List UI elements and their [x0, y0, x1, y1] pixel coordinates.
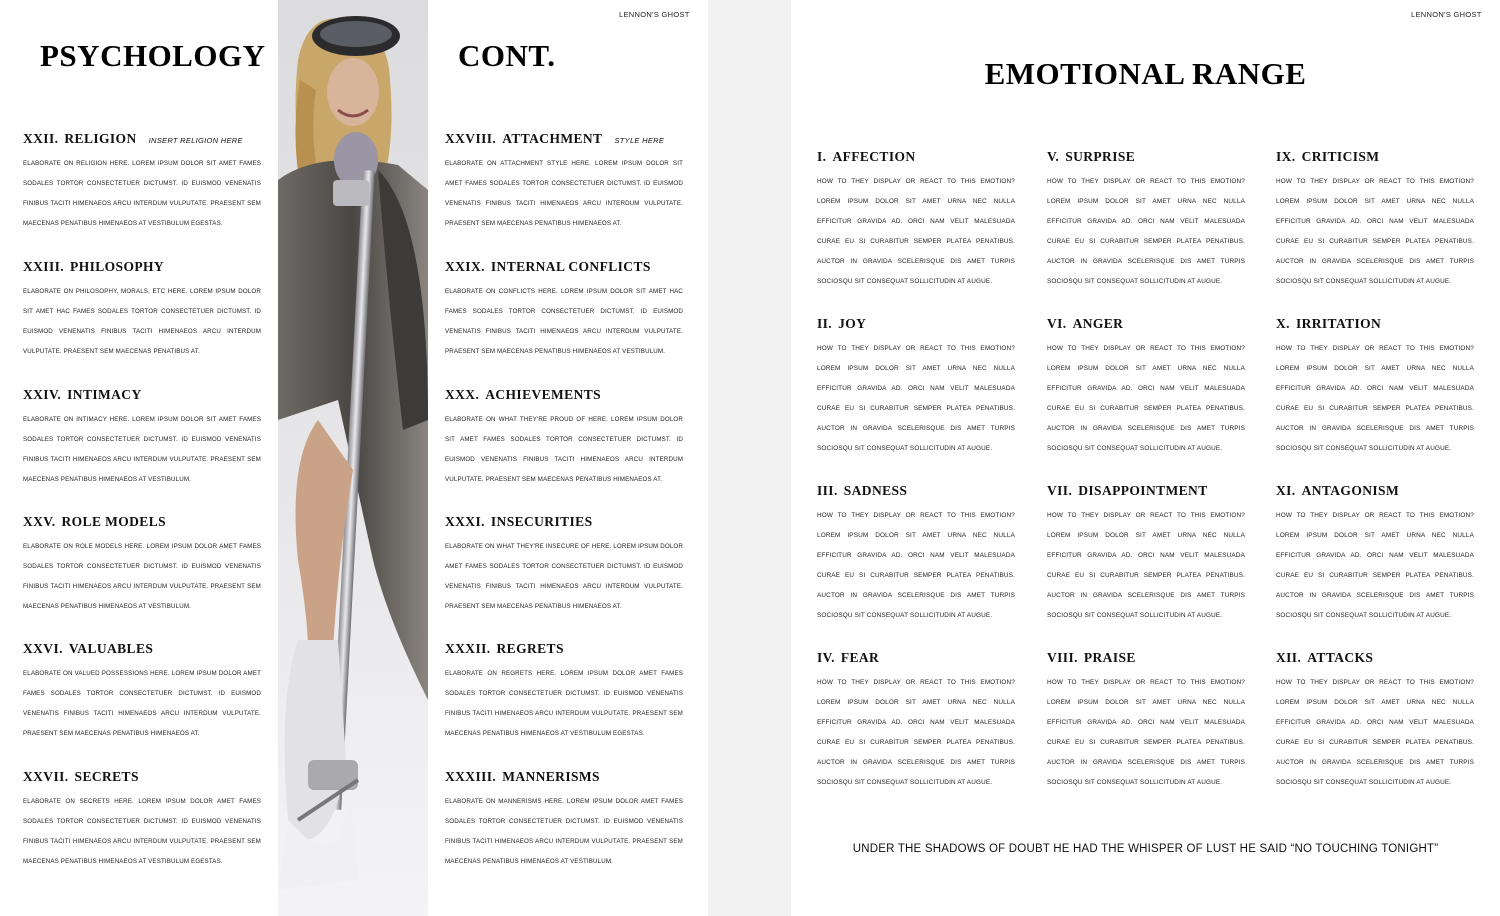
- brand-label-left: LENNON'S GHOST: [619, 10, 690, 19]
- emotion-heading: [1276, 148, 1474, 172]
- emotion-number: V.: [1047, 149, 1060, 164]
- emotion-number: III.: [817, 483, 838, 498]
- section-number: XXIV.: [23, 387, 62, 402]
- section-religion: [23, 130, 261, 234]
- emotion-heading: [817, 482, 1015, 506]
- section-title: SECRETS: [74, 769, 139, 784]
- section-mannerisms: [445, 768, 683, 872]
- emotion-number: VIII.: [1047, 650, 1078, 665]
- footer-quote: UNDER THE SHADOWS OF DOUBT HE HAD THE WHISPER OF LUST HE SAID “NO TOUCHING TONIGHT”: [852, 843, 1439, 855]
- emotion-title: DISAPPOINTMENT: [1078, 483, 1208, 498]
- emotion-criticism: [1276, 148, 1474, 291]
- section-heading: [445, 386, 683, 410]
- emotion-body: HOW TO THEY DISPLAY OR REACT TO THIS EMOTION? LOREM IPSUM DOLOR SIT AMET URNA NEC NULLA EFFICITUR GRAVIDA AD. ORCI NAM VELIT MALESUADA CURAE EU SI CURABITUR SEMPER PLATEA PENATIBUS. AUCTOR IN GRAVIDA SCELERISQUE DIS AMET TURPIS SOCIOSQU SIT CONSEQUAT SOLLICITUDIN AT AUGUE.: [817, 345, 1015, 452]
- section-role-models: [23, 513, 261, 617]
- emotion-body: HOW TO THEY DISPLAY OR REACT TO THIS EMOTION? LOREM IPSUM DOLOR SIT AMET URNA NEC NULLA EFFICITUR GRAVIDA AD. ORCI NAM VELIT MALESUADA CURAE EU SI CURABITUR SEMPER PLATEA PENATIBUS. AUCTOR IN GRAVIDA SCELERISQUE DIS AMET TURPIS SOCIOSQU SIT CONSEQUAT SOLLICITUDIN AT AUGUE.: [817, 679, 1015, 786]
- title-psychology: PSYCHOLOGY: [40, 38, 266, 73]
- fashion-photo: [278, 0, 428, 916]
- section-title: RELIGION: [64, 131, 137, 146]
- section-number: XXIII.: [23, 259, 65, 274]
- section-heading: [23, 130, 261, 154]
- emotion-body: HOW TO THEY DISPLAY OR REACT TO THIS EMOTION? LOREM IPSUM DOLOR SIT AMET URNA NEC NULLA EFFICITUR GRAVIDA AD. ORCI NAM VELIT MALESUADA CURAE EU SI CURABITUR SEMPER PLATEA PENATIBUS. AUCTOR IN GRAVIDA SCELERISQUE DIS AMET TURPIS SOCIOSQU SIT CONSEQUAT SOLLICITUDIN AT AUGUE.: [1276, 512, 1474, 619]
- section-number: XXXI.: [445, 514, 485, 529]
- section-title: MANNERISMS: [502, 769, 600, 784]
- emotion-title: AFFECTION: [832, 149, 916, 164]
- section-philosophy: [23, 258, 261, 362]
- section-title: VALUABLES: [68, 641, 154, 656]
- emotion-number: XI.: [1276, 483, 1296, 498]
- emotion-body: HOW TO THEY DISPLAY OR REACT TO THIS EMOTION? LOREM IPSUM DOLOR SIT AMET URNA NEC NULLA EFFICITUR GRAVIDA AD. ORCI NAM VELIT MALESUADA CURAE EU SI CURABITUR SEMPER PLATEA PENATIBUS. AUCTOR IN GRAVIDA SCELERISQUE DIS AMET TURPIS SOCIOSQU SIT CONSEQUAT SOLLICITUDIN AT AUGUE.: [817, 178, 1015, 285]
- emotion-number: VI.: [1047, 316, 1067, 331]
- brand-label-right: LENNON'S GHOST: [1411, 10, 1482, 19]
- emotion-body: HOW TO THEY DISPLAY OR REACT TO THIS EMOTION? LOREM IPSUM DOLOR SIT AMET URNA NEC NULLA EFFICITUR GRAVIDA AD. ORCI NAM VELIT MALESUADA CURAE EU SI CURABITUR SEMPER PLATEA PENATIBUS. AUCTOR IN GRAVIDA SCELERISQUE DIS AMET TURPIS SOCIOSQU SIT CONSEQUAT SOLLICITUDIN AT AUGUE.: [1047, 178, 1245, 285]
- emotion-number: IX.: [1276, 149, 1296, 164]
- emotion-title: ANGER: [1072, 316, 1124, 331]
- emotion-attacks: [1276, 649, 1474, 792]
- emotion-number: IV.: [817, 650, 835, 665]
- section-body: ELABORATE ON ATTACHMENT STYLE HERE. LOREM IPSUM DOLOR SIT AMET FAMES SODALES TORTOR CONSECTETUER DICTUMST. ID EUISMOD VENENATIS FINIBUS TACITI HIMENAEOS ARCU INTERDUM VULPUTATE. PRAESENT SEM MAECENAS PENATIBUS HIMENAEOS AT.: [445, 160, 683, 227]
- emotion-body: HOW TO THEY DISPLAY OR REACT TO THIS EMOTION? LOREM IPSUM DOLOR SIT AMET URNA NEC NULLA EFFICITUR GRAVIDA AD. ORCI NAM VELIT MALESUADA CURAE EU SI CURABITUR SEMPER PLATEA PENATIBUS. AUCTOR IN GRAVIDA SCELERISQUE DIS AMET TURPIS SOCIOSQU SIT CONSEQUAT SOLLICITUDIN AT AUGUE.: [1047, 512, 1245, 619]
- emotion-surprise: [1047, 148, 1245, 291]
- emotion-heading: [1047, 649, 1245, 673]
- right-page: [791, 0, 1500, 916]
- section-regrets: [445, 640, 683, 744]
- emotion-anger: [1047, 315, 1245, 458]
- section-number: XXXIII.: [445, 769, 497, 784]
- section-number: XXII.: [23, 131, 59, 146]
- section-internal-conflicts: [445, 258, 683, 362]
- section-number: XXXII.: [445, 641, 491, 656]
- emotion-irritation: [1276, 315, 1474, 458]
- title-emotional-range: EMOTIONAL RANGE: [984, 56, 1307, 91]
- emotion-heading: [1047, 148, 1245, 172]
- emotion-title: JOY: [838, 316, 867, 331]
- section-body: ELABORATE ON RELIGION HERE. LOREM IPSUM DOLOR SIT AMET FAMES SODALES TORTOR CONSECTETUER DICTUMST. ID EUISMOD VENENATIS FINIBUS TACITI HIMENAEOS ARCU INTERDUM VULPUTATE. PRAESENT SEM MAECENAS PENATIBUS HIMENAEOS AT VESTIBULUM EGESTAS.: [23, 160, 261, 227]
- emotion-heading: [817, 315, 1015, 339]
- section-subtitle: INSERT RELIGION HERE: [148, 136, 243, 145]
- emotion-heading: [1047, 315, 1245, 339]
- section-body: ELABORATE ON INTIMACY HERE. LOREM IPSUM DOLOR SIT AMET FAMES SODALES TORTOR CONSECTETUER DICTUMST. ID EUISMOD VENENATIS FINIBUS TACITI HIMENAEOS ARCU INTERDUM VULPUTATE. PRAESENT SEM MAECENAS PENATIBUS HIMENAEOS AT VESTIBULUM.: [23, 416, 261, 483]
- title-cont: CONT.: [458, 38, 556, 73]
- emotion-title: PRAISE: [1083, 650, 1136, 665]
- section-heading: [23, 768, 261, 792]
- emotion-title: IRRITATION: [1295, 316, 1382, 331]
- emotion-body: HOW TO THEY DISPLAY OR REACT TO THIS EMOTION? LOREM IPSUM DOLOR SIT AMET URNA NEC NULLA EFFICITUR GRAVIDA AD. ORCI NAM VELIT MALESUADA CURAE EU SI CURABITUR SEMPER PLATEA PENATIBUS. AUCTOR IN GRAVIDA SCELERISQUE DIS AMET TURPIS SOCIOSQU SIT CONSEQUAT SOLLICITUDIN AT AUGUE.: [817, 512, 1015, 619]
- section-number: XXIX.: [445, 259, 485, 274]
- section-number: XXX.: [445, 387, 480, 402]
- emotion-heading: [1276, 649, 1474, 673]
- emotion-number: X.: [1276, 316, 1290, 331]
- section-title: REGRETS: [496, 641, 564, 656]
- emotion-title: SADNESS: [843, 483, 908, 498]
- emotion-heading: [1047, 482, 1245, 506]
- emotion-sadness: [817, 482, 1015, 625]
- emotion-body: HOW TO THEY DISPLAY OR REACT TO THIS EMOTION? LOREM IPSUM DOLOR SIT AMET URNA NEC NULLA EFFICITUR GRAVIDA AD. ORCI NAM VELIT MALESUADA CURAE EU SI CURABITUR SEMPER PLATEA PENATIBUS. AUCTOR IN GRAVIDA SCELERISQUE DIS AMET TURPIS SOCIOSQU SIT CONSEQUAT SOLLICITUDIN AT AUGUE.: [1047, 679, 1245, 786]
- section-number: XXV.: [23, 514, 56, 529]
- emotion-title: SURPRISE: [1065, 149, 1136, 164]
- emotion-number: I.: [817, 149, 827, 164]
- section-title: ROLE MODELS: [61, 514, 167, 529]
- section-heading: [23, 258, 261, 282]
- section-heading: [23, 386, 261, 410]
- section-number: XXVIII.: [445, 131, 497, 146]
- emotion-praise: [1047, 649, 1245, 792]
- section-subtitle: STYLE HERE: [614, 136, 665, 145]
- section-number: XXVII.: [23, 769, 69, 784]
- emotion-affection: [817, 148, 1015, 291]
- emotion-joy: [817, 315, 1015, 458]
- left-page: [0, 0, 708, 916]
- emotion-title: FEAR: [840, 650, 880, 665]
- emotion-number: VII.: [1047, 483, 1073, 498]
- emotion-disappointment: [1047, 482, 1245, 625]
- section-insecurities: [445, 513, 683, 617]
- section-intimacy: [23, 386, 261, 490]
- section-body: ELABORATE ON ROLE MODELS HERE. LOREM IPSUM DOLOR AMET FAMES SODALES TORTOR CONSECTETUER DICTUMST. ID EUISMOD VENENATIS FINIBUS TACITI HIMENAEOS ARCU INTERDUM VULPUTATE. PRAESENT SEM MAECENAS PENATIBUS HIMENAEOS AT VESTIBULUM.: [23, 543, 261, 610]
- section-heading: [445, 768, 683, 792]
- section-body: ELABORATE ON VALUED POSSESSIONS HERE. LOREM IPSUM DOLOR AMET FAMES SODALES TORTOR CONSECTETUER DICTUMST. ID EUISMOD VENENATIS FINIBUS TACITI HIMENAEOS ARCU INTERDUM VULPUTATE. PRAESENT SEM MAECENAS PENATIBUS HIMENAEOS AT.: [23, 670, 261, 737]
- emotion-title: ATTACKS: [1307, 650, 1374, 665]
- section-title: ACHIEVEMENTS: [485, 387, 602, 402]
- emotion-body: HOW TO THEY DISPLAY OR REACT TO THIS EMOTION? LOREM IPSUM DOLOR SIT AMET URNA NEC NULLA EFFICITUR GRAVIDA AD. ORCI NAM VELIT MALESUADA CURAE EU SI CURABITUR SEMPER PLATEA PENATIBUS. AUCTOR IN GRAVIDA SCELERISQUE DIS AMET TURPIS SOCIOSQU SIT CONSEQUAT SOLLICITUDIN AT AUGUE.: [1276, 345, 1474, 452]
- section-body: ELABORATE ON WHAT THEY'RE PROUD OF HERE. LOREM IPSUM DOLOR SIT AMET FAMES SODALES TORTOR CONSECTETUER DICTUMST. ID EUISMOD VENENATIS FINIBUS TACITI HIMENAEOS ARCU INTERDUM VULPUTATE. PRAESENT SEM MAECENAS PENATIBUS HIMENAEOS AT.: [445, 416, 683, 483]
- section-heading: [445, 640, 683, 664]
- emotion-heading: [817, 148, 1015, 172]
- section-title: ATTACHMENT: [502, 131, 603, 146]
- section-achievements: [445, 386, 683, 490]
- section-heading: [445, 130, 683, 154]
- emotion-title: CRITICISM: [1301, 149, 1380, 164]
- emotion-number: XII.: [1276, 650, 1302, 665]
- section-body: ELABORATE ON CONFLICTS HERE. LOREM IPSUM DOLOR SIT AMET HAC FAMES SODALES TORTOR CONSECTETUER DICTUMST. ID EUISMOD VENENATIS FINIBUS TACITI HIMENAEOS ARCU INTERDUM VULPUTATE. PRAESENT SEM MAECENAS PENATIBUS HIMENAEOS AT VESTIBULUM.: [445, 288, 683, 355]
- model-with-ski-pole-image: [278, 0, 428, 916]
- section-body: ELABORATE ON SECRETS HERE. LOREM IPSUM DOLOR AMET FAMES SODALES TORTOR CONSECTETUER DICTUMST. ID EUISMOD VENENATIS FINIBUS TACITI HIMENAEOS ARCU INTERDUM VULPUTATE. PRAESENT SEM MAECENAS PENATIBUS HIMENAEOS AT VESTIBULUM EGESTAS.: [23, 798, 261, 865]
- emotion-body: HOW TO THEY DISPLAY OR REACT TO THIS EMOTION? LOREM IPSUM DOLOR SIT AMET URNA NEC NULLA EFFICITUR GRAVIDA AD. ORCI NAM VELIT MALESUADA CURAE EU SI CURABITUR SEMPER PLATEA PENATIBUS. AUCTOR IN GRAVIDA SCELERISQUE DIS AMET TURPIS SOCIOSQU SIT CONSEQUAT SOLLICITUDIN AT AUGUE.: [1047, 345, 1245, 452]
- section-heading: [445, 513, 683, 537]
- section-heading: [23, 513, 261, 537]
- emotion-heading: [1276, 315, 1474, 339]
- section-body: ELABORATE ON MANNERISMS HERE. LOREM IPSUM DOLOR AMET FAMES SODALES TORTOR CONSECTETUER DICTUMST. ID EUISMOD VENENATIS FINIBUS TACITI HIMENAEOS ARCU INTERDUM VULPUTATE. PRAESENT SEM MAECENAS PENATIBUS HIMENAEOS AT VESTIBULUM.: [445, 798, 683, 865]
- emotion-fear: [817, 649, 1015, 792]
- section-secrets: [23, 768, 261, 872]
- emotion-antagonism: [1276, 482, 1474, 625]
- section-heading: [445, 258, 683, 282]
- section-body: ELABORATE ON REGRETS HERE. LOREM IPSUM DOLOR AMET FAMES SODALES TORTOR CONSECTETUER DICTUMST. ID EUISMOD VENENATIS FINIBUS TACITI HIMENAEOS ARCU INTERDUM VULPUTATE. PRAESENT SEM MAECENAS PENATIBUS HIMENAEOS AT VESTIBULUM EGESTAS.: [445, 670, 683, 737]
- emotion-body: HOW TO THEY DISPLAY OR REACT TO THIS EMOTION? LOREM IPSUM DOLOR SIT AMET URNA NEC NULLA EFFICITUR GRAVIDA AD. ORCI NAM VELIT MALESUADA CURAE EU SI CURABITUR SEMPER PLATEA PENATIBUS. AUCTOR IN GRAVIDA SCELERISQUE DIS AMET TURPIS SOCIOSQU SIT CONSEQUAT SOLLICITUDIN AT AUGUE.: [1276, 679, 1474, 786]
- section-title: PHILOSOPHY: [70, 259, 165, 274]
- emotion-number: II.: [817, 316, 833, 331]
- emotion-heading: [1276, 482, 1474, 506]
- emotion-title: ANTAGONISM: [1301, 483, 1400, 498]
- section-title: INTIMACY: [67, 387, 142, 402]
- section-heading: [23, 640, 261, 664]
- section-attachment: [445, 130, 683, 234]
- section-body: ELABORATE ON WHAT THEY'RE INSECURE OF HERE. LOREM IPSUM DOLOR AMET FAMES SODALES TORTOR CONSECTETUER DICTUMST. ID EUISMOD VENENATIS FINIBUS TACITI HIMENAEOS ARCU INTERDUM VULPUTATE. PRAESENT SEM MAECENAS PENATIBUS HIMENAEOS AT.: [445, 543, 683, 610]
- section-body: ELABORATE ON PHILOSOPHY, MORALS, ETC HERE. LOREM IPSUM DOLOR SIT AMET HAC FAMES SODALES TORTOR CONSECTETUER DICTUMST. ID EUISMOD VENENATIS FINIBUS TACITI HIMENAEOS ARCU INTERDUM VULPUTATE. PRAESENT SEM MAECENAS PENATIBUS AT.: [23, 288, 261, 355]
- section-valuables: [23, 640, 261, 744]
- emotion-body: HOW TO THEY DISPLAY OR REACT TO THIS EMOTION? LOREM IPSUM DOLOR SIT AMET URNA NEC NULLA EFFICITUR GRAVIDA AD. ORCI NAM VELIT MALESUADA CURAE EU SI CURABITUR SEMPER PLATEA PENATIBUS. AUCTOR IN GRAVIDA SCELERISQUE DIS AMET TURPIS SOCIOSQU SIT CONSEQUAT SOLLICITUDIN AT AUGUE.: [1276, 178, 1474, 285]
- section-title: INTERNAL CONFLICTS: [490, 259, 651, 274]
- emotion-heading: [817, 649, 1015, 673]
- section-title: INSECURITIES: [490, 514, 593, 529]
- section-number: XXVI.: [23, 641, 63, 656]
